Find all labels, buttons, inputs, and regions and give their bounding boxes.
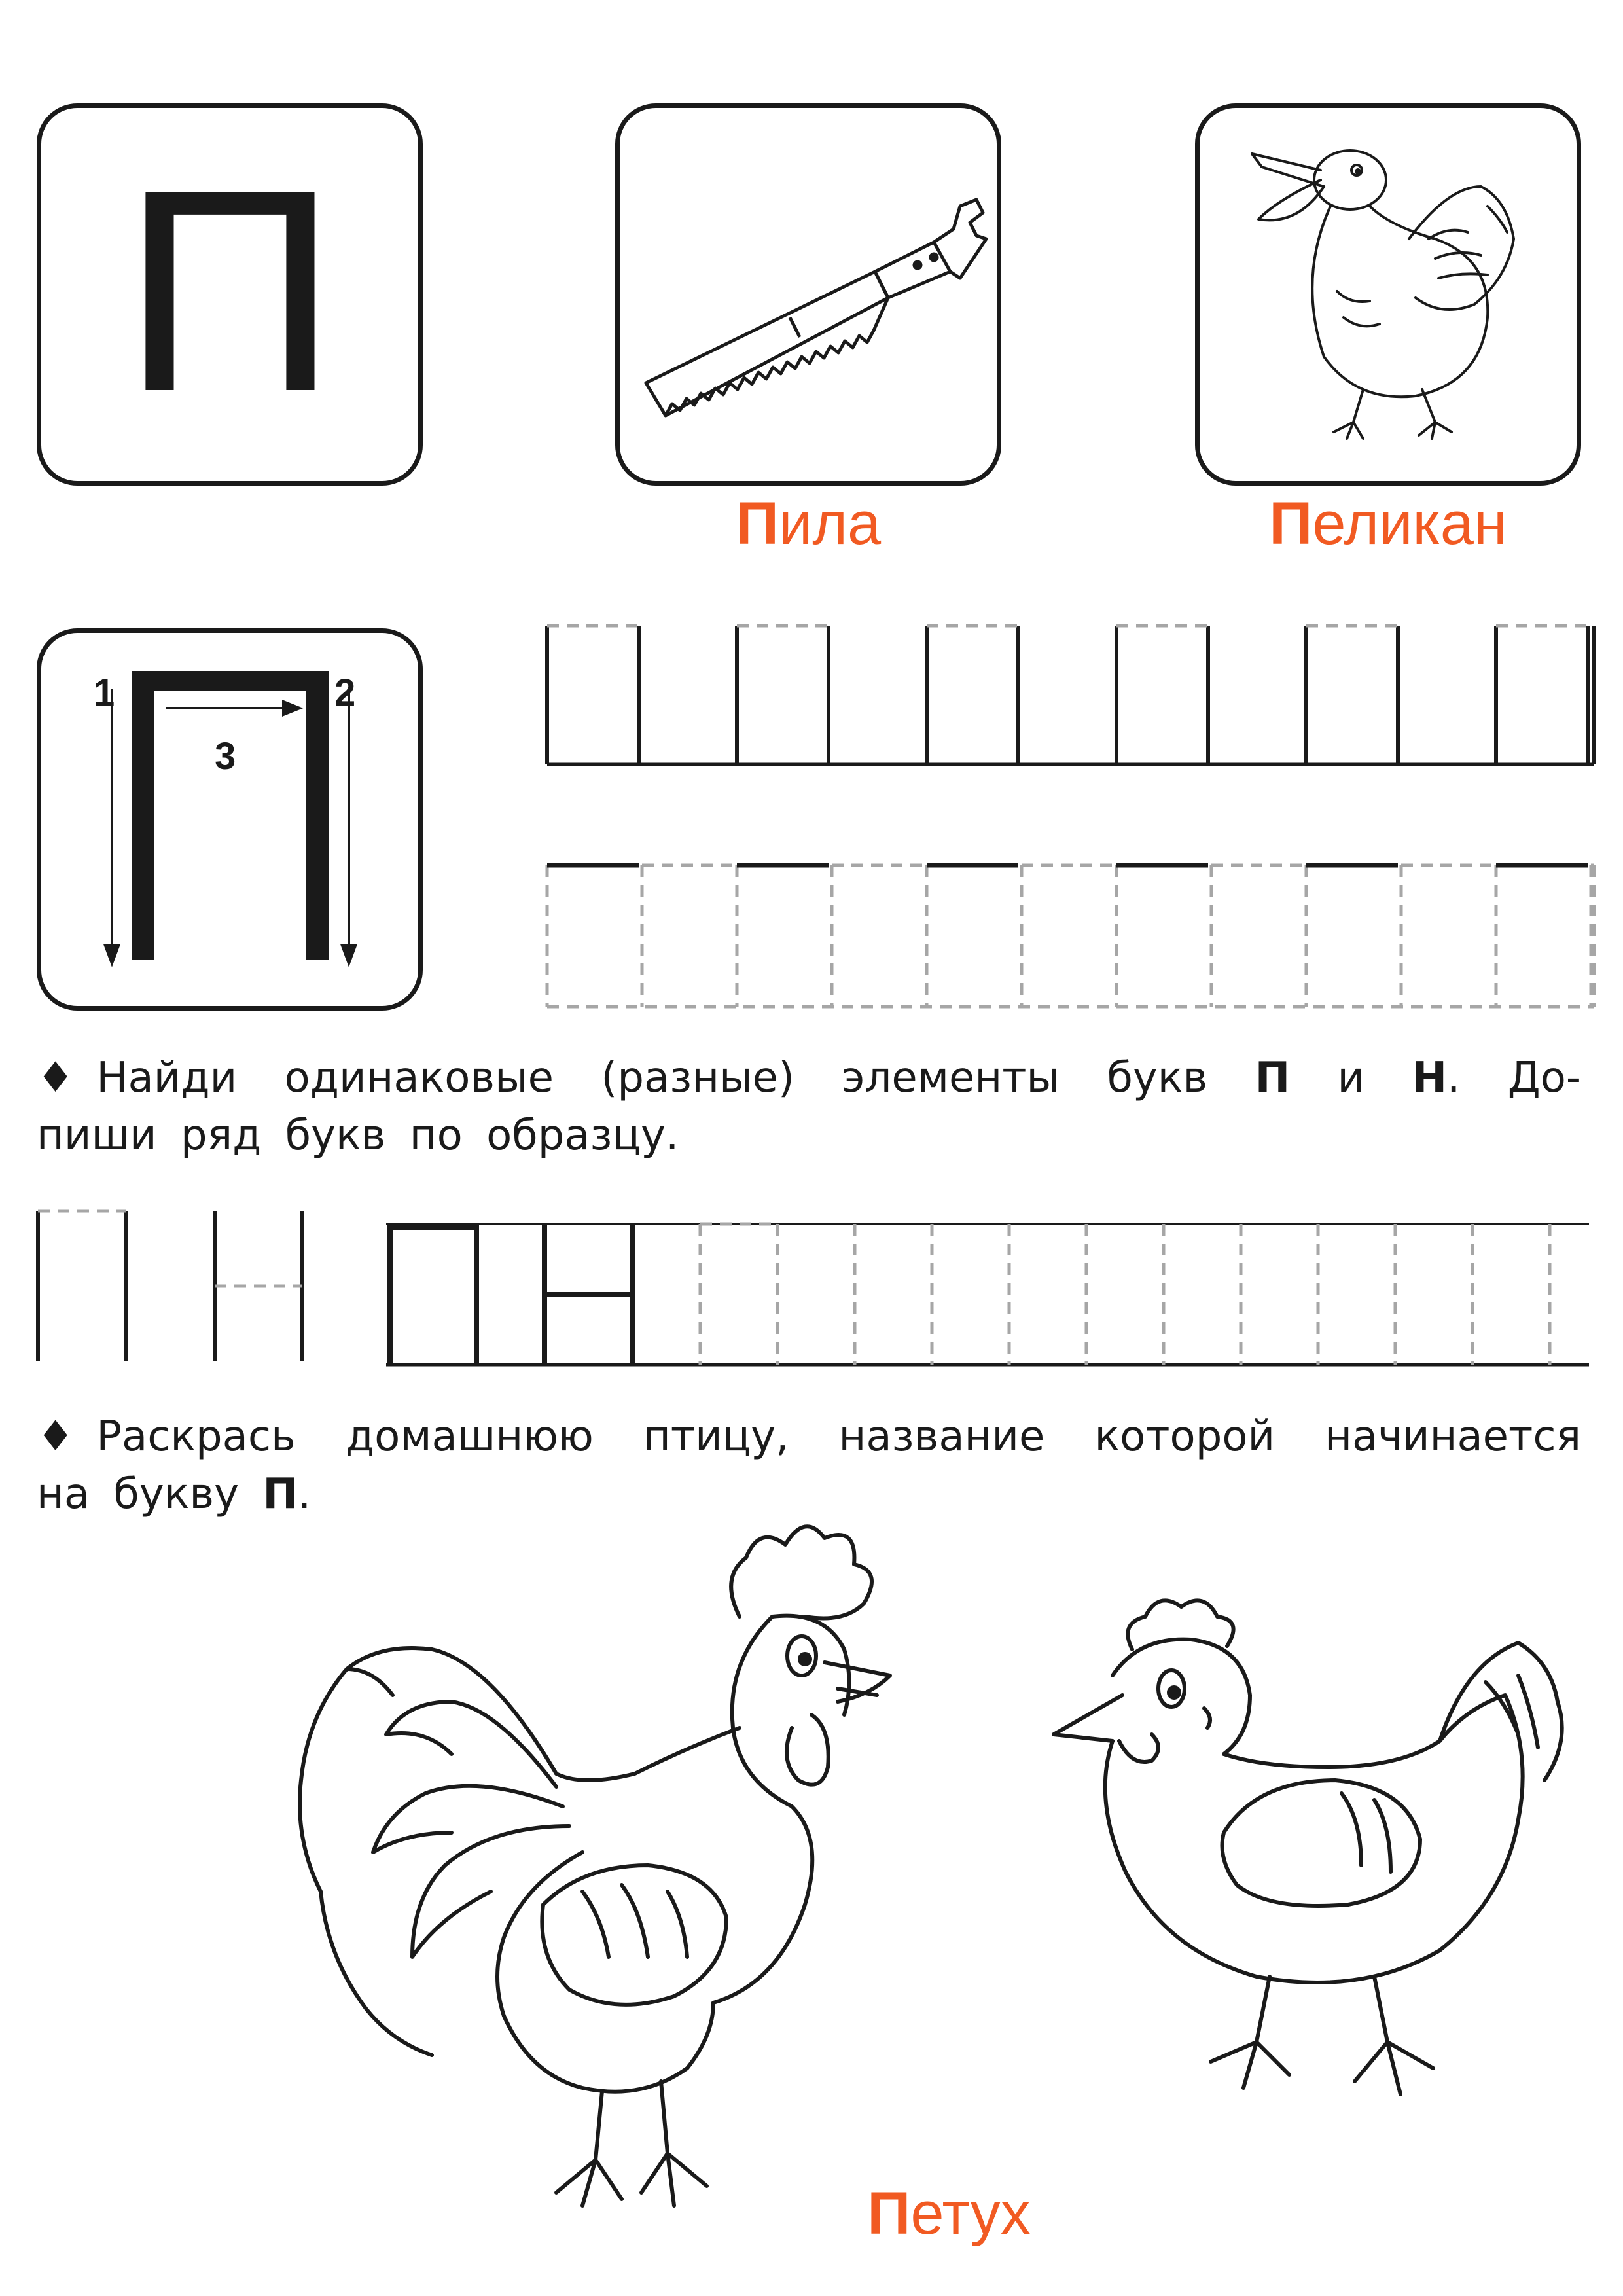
saw-icon [620,108,997,481]
pelican-icon [1200,108,1577,481]
caption-rest: етух [910,2180,1031,2247]
letter-elements-row [34,1204,1605,1374]
task2-line1: ♦ Раскрась домашнюю птицу, название которой начинается [37,1412,1581,1461]
task1-line2: пиши ряд букв по образцу. [37,1111,679,1160]
caption-rest: ила [778,490,882,557]
saw-picture-card [615,103,1001,486]
task2-line2: на букву П. [37,1470,312,1518]
caption-rest: еликан [1312,490,1507,557]
rooster-icon[interactable] [216,1499,936,2245]
word-caption-saw [615,490,1001,558]
writing-line-dotted [547,857,1594,1014]
word-caption-rooster [785,2179,1113,2248]
writing-line-traced-letters [547,620,1594,778]
pelican-picture-card [1195,103,1581,486]
big-letter: П [120,130,339,452]
stroke-number-2: 2 [334,672,356,714]
caption-first-letter: П [1269,490,1313,557]
task1-line1: ♦ Найди одинаковые (разные) элементы букв П и Н. До- [37,1054,1582,1102]
stroke-order-card [37,628,423,1011]
task1-text [37,1054,1581,1169]
caption-first-letter: П [867,2180,911,2247]
stroke-number-1: 1 [94,672,115,714]
diamond-bullet-icon: ♦ [37,1412,75,1461]
letter-card [37,103,423,486]
word-caption-pelican [1195,490,1581,558]
caption-first-letter: П [735,490,779,557]
hen-icon[interactable] [1034,1584,1597,2212]
stroke-number-3: 3 [215,735,236,778]
diamond-bullet-icon: ♦ [37,1054,75,1102]
